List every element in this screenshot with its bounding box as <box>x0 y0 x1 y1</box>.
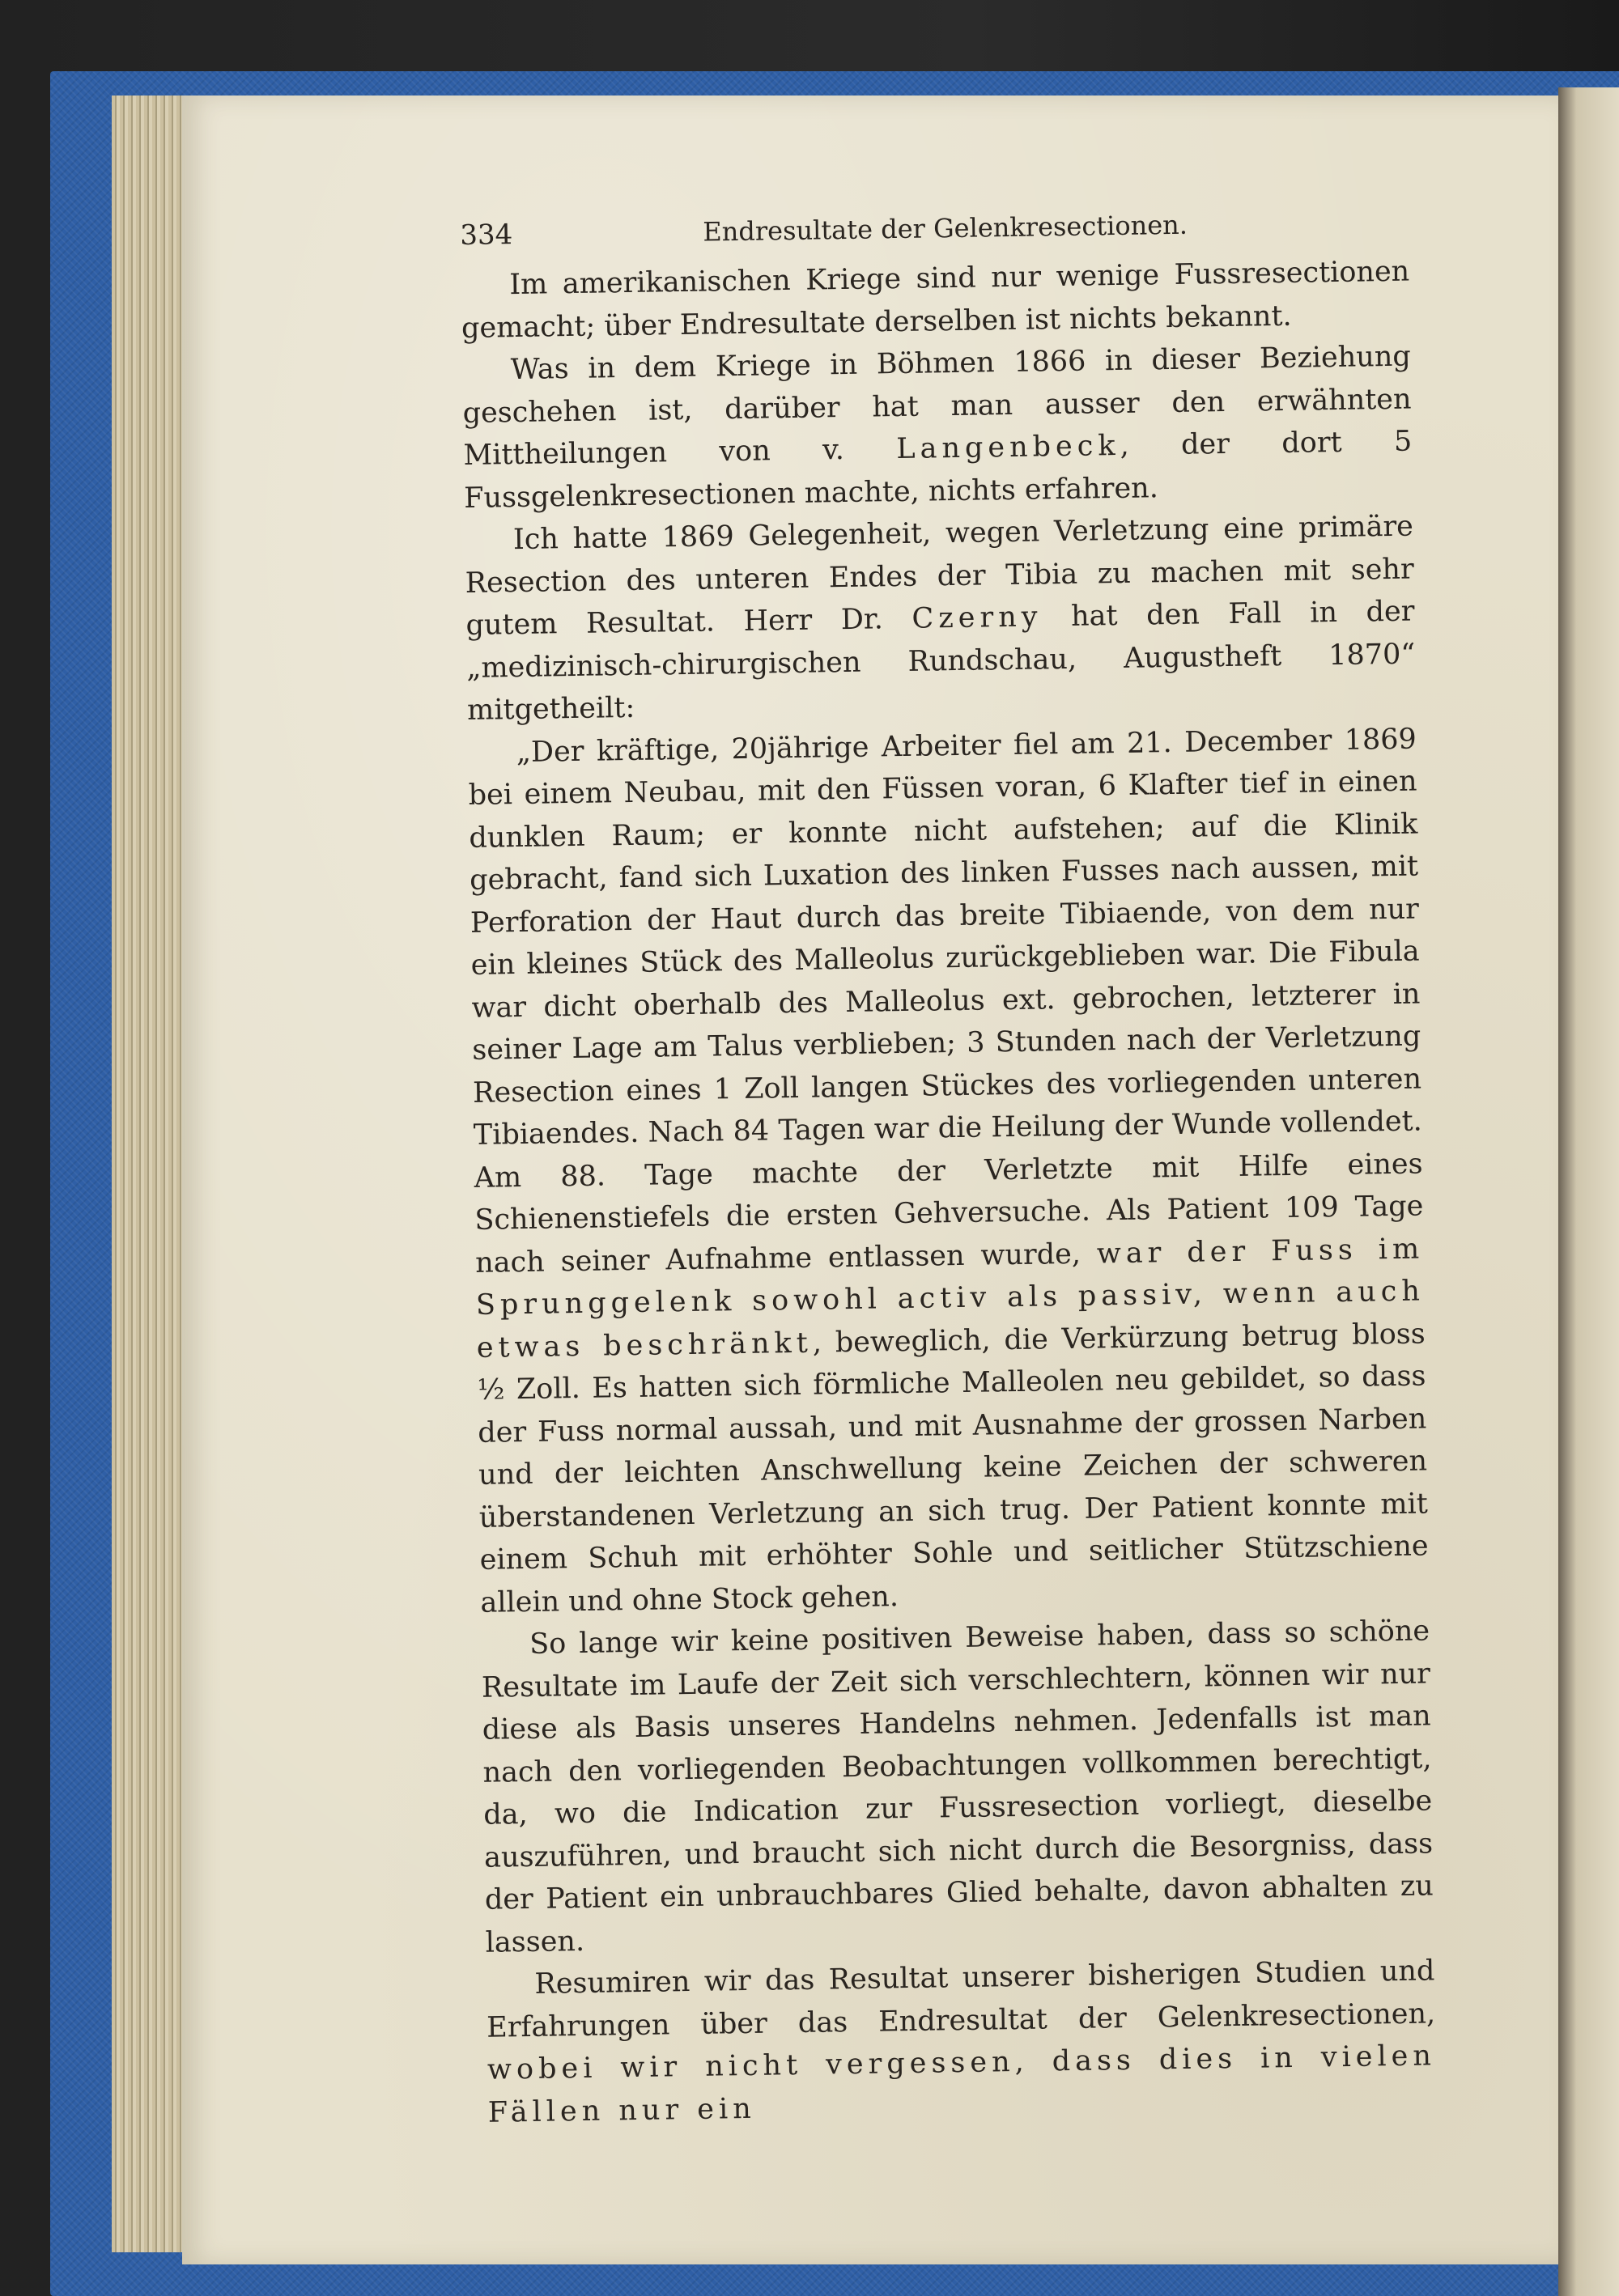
paragraph <box>465 506 1417 732</box>
spaced-name: Czerny <box>911 601 1043 635</box>
paragraph <box>486 1950 1437 2133</box>
page-edges <box>112 95 193 2252</box>
paragraph-text: , der dort 5 Fussgelenkresectionen machte, nichts erfahren. <box>463 425 1413 515</box>
paragraph-text: hat den Fall in der „medizinisch-chirurgischen Rundschau, Augustheft 1870“ mitgetheilt: <box>466 595 1416 727</box>
paragraph-text: „Der kräftige, 20jährige Arbeiter fiel am 21. December 1869 bei einem Neubau, mit den Füssen voran, 6 Klafter tief in einen dunklen Raum; er konnte nicht aufstehen; auf die Klinik gebracht, fand sich Luxation des linken Fusses nach aussen, mit Perforation der Haut durch das breite Tibiaende, von dem nur ein kleines Stück des Malleolus zurückgeblieben war. Die Fibula war dicht oberhalb des Malleolus ext. gebrochen, letzterer in seiner Lage am Talus verblieben; 3 Stunden nach der Verletzung Resection eines 1 Zoll langen Stückes des vorliegenden unteren Tibiaendes. Nach 84 Tagen war die Heilung der Wunde vollendet. Am 88. Tage machte der Verletzte mit Hilfe eines Schienenstiefels die ersten Gehversuche. Als Patient 109 Tage nach seiner Aufnahme entlassen wurde, <box>468 723 1424 1280</box>
running-head-title: Endresultate der Gelenkresectionen. <box>703 209 1188 248</box>
page-text <box>460 201 1437 2134</box>
spaced-emphasis: war der Fuss im Sprunggelenk sowohl activ als passiv, wenn auch etwas beschränkt <box>475 1232 1426 1364</box>
paragraph: So lange wir keine positiven Beweise haben, dass so schöne Resultate im Laufe der Zeit sich verschlechtern, können wir nur diese als Basis unseres Handelns nehmen. Jedenfalls ist man nach den vorliegenden Beobachtungen vollkommen berechtigt, da, wo die Indication zur Fussresection vorliegt, dieselbe auszuführen, und braucht sich nicht durch die Besorgniss, dass der Patient ein unbrauchbares Glied behalte, davon abhalten zu lassen. <box>481 1615 1434 1959</box>
paragraph: Im amerikanischen Kriege sind nur wenige Fussresectionen gemacht; über Endresultate derselben ist nichts bekannt. <box>461 255 1410 345</box>
paragraph-text: Resumiren wir das Resultat unserer bisherigen Studien und Erfahrungen über das Endresultat der Gelenkresectionen, <box>486 1954 1436 2044</box>
spaced-name: Langenbeck <box>896 429 1120 466</box>
paragraph-text: Was in dem Kriege in Böhmen 1866 in dieser Beziehung geschehen ist, darüber hat man ausser den erwähnten Mittheilungen von v. <box>462 340 1412 472</box>
paragraph <box>467 718 1429 1624</box>
paragraph-text: Ich hatte 1869 Gelegenheit, wegen Verletzung eine primäre Resection des unteren Endes der Tibia zu machen mit sehr gutem Resultat. Herr Dr. <box>465 510 1414 642</box>
spaced-emphasis: wobei wir nicht vergessen, dass dies in vielen Fällen nur ein <box>487 2039 1437 2129</box>
paragraph-text: , beweglich, die Verkürzung betrug bloss ½ Zoll. Es hatten sich förmliche Malleolen neu gebildet, so dass der Fuss normal aussah, und mit Ausnahme der grossen Narben und der leichten Anschwellung keine Zeichen der schweren überstandenen Verletzung an sich trug. Der Patient konnte mit einem Schuh mit erhöhter Sohle und seitlicher Stützschiene allein und ohne Stock gehen. <box>477 1317 1429 1619</box>
paragraph <box>461 336 1413 520</box>
page-number: 334 <box>460 219 513 252</box>
facing-page-gutter <box>1558 87 1619 2296</box>
